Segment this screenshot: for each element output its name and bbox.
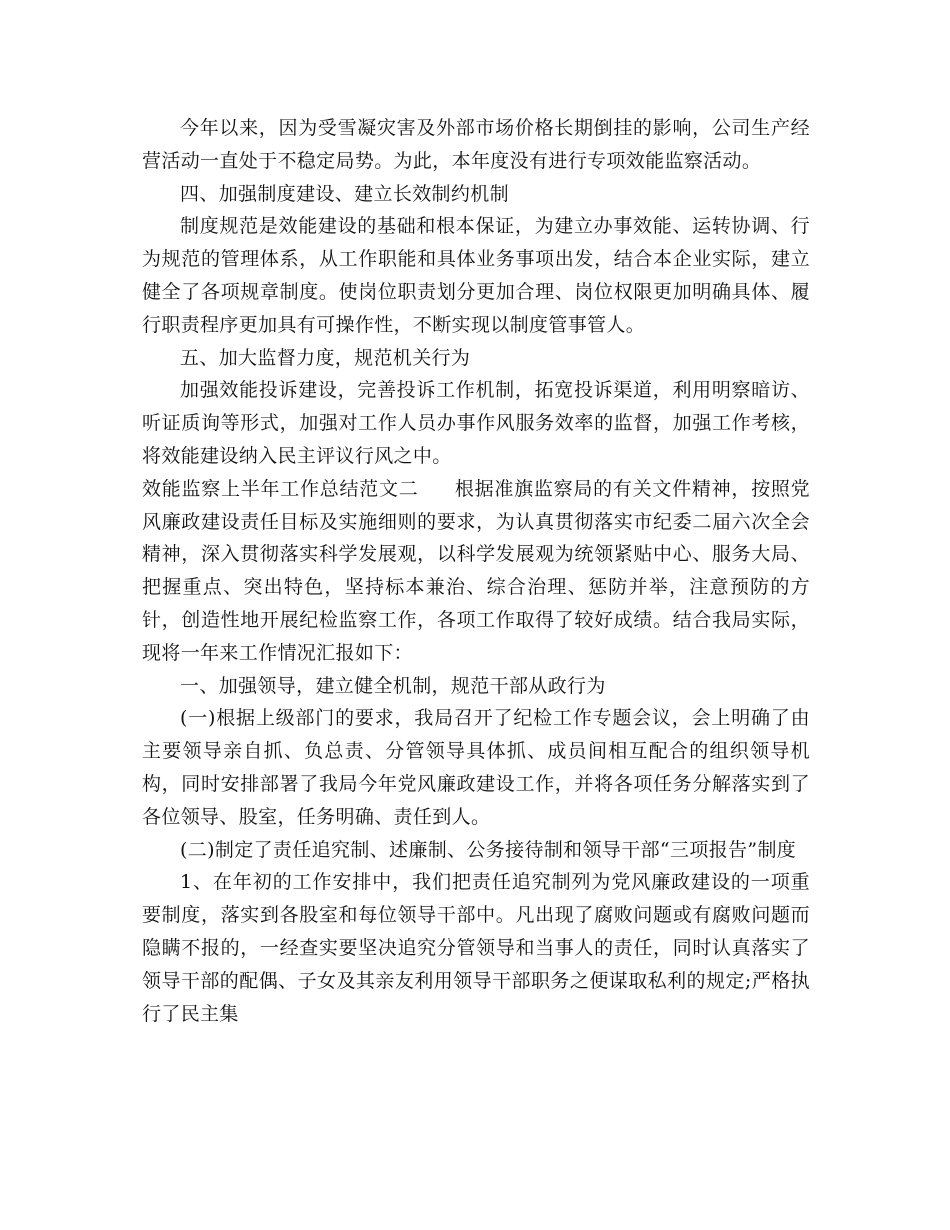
section-heading: 四、加强制度建设、建立长效制约机制 bbox=[180, 182, 509, 205]
paragraph: 加强效能投诉建设，完善投诉工作机制，拓宽投诉渠道，利用明察暗访、听证质询等形式，加强对工作人员办事作风服务效率的监督，加强工作考核，将效能建设纳入民主评议行风之中。 bbox=[142, 379, 810, 467]
section-heading: 一、加强领导，建立健全机制，规范干部从政行为 bbox=[180, 674, 606, 697]
subsection-heading: (二)制定了责任追究制、述廉制、公务接待制和领导干部“三项报告”制度 bbox=[180, 838, 797, 861]
article-title: 效能监察上半年工作总结范文二 bbox=[142, 477, 419, 500]
paragraph: 今年以来，因为受雪凝灾害及外部市场价格长期倒挂的影响，公司生产经营活动一直处于不稳定局势。为此，本年度没有进行专项效能监察活动。 bbox=[142, 117, 810, 172]
paragraph-text: 根据准旗监察局的有关文件精神，按照党风廉政建设责任目标及实施细则的要求，为认真贯彻落实市纪委二届六次全会精神，深入贯彻落实科学发展观，以科学发展观为统领紧贴中心、服务大局、把握重点、突出特色，坚持标本兼治、综合治理、惩防并举，注意预防的方针，创造性地开展纪检监察工作，各项工作取得了较好成绩。结合我局实际，现将一年来工作情况汇报如下： bbox=[142, 477, 810, 664]
document-body bbox=[142, 112, 810, 1030]
paragraph-with-title bbox=[142, 473, 810, 670]
paragraph: 1、在年初的工作安排中，我们把责任追究制列为党风廉政建设的一项重要制度，落实到各股室和每位领导干部中。凡出现了腐败问题或有腐败问题而隐瞒不报的，一经查实要坚决追究分管领导和当事人的责任，同时认真落实了领导干部的配偶、子女及其亲友利用领导干部职务之便谋取私利的规定;严格执行了民主集 bbox=[142, 871, 810, 1025]
section-heading: 五、加大监督力度，规范机关行为 bbox=[180, 346, 471, 369]
paragraph: 制度规范是效能建设的基础和根本保证，为建立办事效能、运转协调、行为规范的管理体系，从工作职能和具体业务事项出发，结合本企业实际，建立健全了各项规章制度。使岗位职责划分更加合理、岗位权限更加明确具体、履行职责程序更加具有可操作性，不断实现以制度管事管人。 bbox=[142, 215, 810, 336]
paragraph: (一)根据上级部门的要求，我局召开了纪检工作专题会议，会上明确了由主要领导亲自抓、负总责、分管领导具体抓、成员间相互配合的组织领导机构，同时安排部署了我局今年党风廉政建设工作，并将各项任务分解落实到了各位领导、股室，任务明确、责任到人。 bbox=[142, 707, 810, 828]
